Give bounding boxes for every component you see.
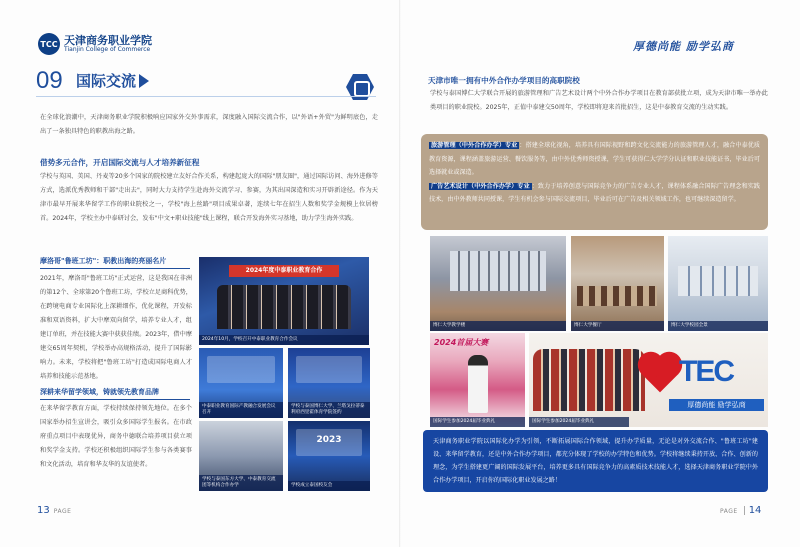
- photo-screen: [207, 356, 274, 383]
- photo-campus: [668, 236, 768, 331]
- heart-icon: [642, 356, 679, 393]
- page-fold: [399, 0, 401, 547]
- paragraph-luban-workshop: 2021年，摩洛哥"鲁班工坊"正式运营，这是我国在非洲的第12个、全球第20个鲁班工坊，学校立足商科优势，在跨境电商专业国际化上深耕细作，优化课程，开发标准和双语资料，扩大中摩双向留学，培养专业人才，组建订单班，并在技能大赛中获获佳绩。2023年，借中摩建交65周年契机，学校举办高规格活动，提升了国际影响力。未来，学校将把"鲁班工坊"打造成国际电商人才培养和技能示范基地。: [40, 275, 192, 380]
- program-tag: 广告艺术设计（中外合作办学）专业: [431, 182, 530, 190]
- heading-cooperation: 借势多元合作，开启国际交流与人才培养新征程: [40, 158, 200, 167]
- photo-caption: 博仁大学餐厅: [571, 321, 664, 331]
- page-number: 13: [37, 505, 50, 516]
- photo-caption: 博仁大学校园全景: [668, 321, 768, 331]
- photo-caption: 学校与泰国东方大学、中泰教育交流团等机构合作办学: [199, 475, 283, 491]
- program-tag: 旅游管理（中外合作办学）专业: [431, 142, 518, 149]
- program-advertising: [429, 180, 760, 207]
- photo-exchange: [199, 421, 283, 491]
- page-footer-right: [720, 505, 761, 516]
- photo-caption: 国际学生参加2024届毕业典礼: [529, 417, 629, 427]
- photo-people: [533, 349, 645, 411]
- photo-teaching-building: [430, 236, 566, 331]
- photo-caption: 国际学生参加2024届毕业典礼: [430, 417, 525, 427]
- page-label: PAGE: [53, 508, 72, 515]
- section-divider: [36, 96, 376, 97]
- footer-separator: [744, 506, 745, 515]
- play-arrow-icon: [139, 74, 149, 88]
- paragraph-joint-programs: 学校与泰国博仁大学联合开展的旅游管理和广告艺术设计两个中外合作办学项目在教育部获批立项，成为天津市唯一举办此类项目的职业院校。2025年，正值中泰建交50周年，学校即将迎来首批招生，这是中泰教育交流的生动实践。: [430, 90, 768, 111]
- heading-international-students: 深耕来华留学领域，铸就领先教育品牌: [40, 388, 159, 396]
- photo-forum: [199, 348, 283, 418]
- intro-paragraph: 在全球化浪潮中，天津商务职业学院积极响应国家外交外事需求，深度融入国际交流合作，以"外语+外贸"为鲜明底色，走出了一条独具特色的职教出海之路。: [40, 114, 378, 135]
- program-info-box: [421, 134, 768, 230]
- school-name-en: Tianjin College of Commerce: [64, 46, 151, 53]
- photo-screen: [296, 429, 362, 456]
- photo-caption: 2024年10月，学校召开中泰职业教育合作会议: [199, 335, 369, 345]
- summary-box: [423, 430, 768, 492]
- photo-banner: 2024年度中泰职业教育合作: [229, 265, 339, 277]
- heading-underline: [40, 399, 190, 400]
- photo-graduation-group: [529, 333, 768, 427]
- school-name-cn: 天津商务职业学院: [64, 34, 152, 47]
- summary-text: 天津商务职业学院以国际化办学为引领，不断拓展国际合作领域，提升办学质量，无论是对外交流合作、"鲁班工坊"建设、来华留学教育，还是中外合作办学项目，都充分体现了学校的办学特色和优势。学校将继续秉持开放、合作、创新的理念，为学生搭建更广阔的国际发展平台，培养更多具有国际竞争力的高素质技术技能人才，选择天津商务职业学院中外合作办学项目，开启你的国际化职业发展之路！: [433, 438, 758, 484]
- photo-caption: 学校成立泰国校友会: [288, 481, 370, 491]
- heading-luban-workshop: 摩洛哥"鲁班工坊"：职教出海的亮丽名片: [40, 257, 167, 265]
- heading-underline: [40, 268, 190, 269]
- photo-conference-group: [199, 257, 369, 345]
- school-logo: [38, 33, 60, 55]
- photo-motto-banner: 厚德尚能 励学弘商: [669, 399, 764, 411]
- photo-caption: 中泰职业教育国际产教融合发展会议召开: [199, 402, 283, 418]
- photo-graduation-stage: [430, 333, 525, 427]
- photo-caption: 博仁大学教学楼: [430, 321, 566, 331]
- photo-alumni: [288, 421, 370, 491]
- photo-figure: [468, 355, 488, 413]
- section-title: 国际交流: [76, 72, 137, 90]
- program-description: ：致力于培养创意与国际竞争力的广告专业人才，课程体系融合国际广告理念和实践技术，由中外教师共同授课，学生有机会参与国际交流项目，毕业后可在广告及相关领域工作，也可继续深造留学。: [429, 182, 761, 203]
- photo-year-badge: 2023: [316, 435, 342, 446]
- photo-caption: 学校与泰国博仁大学、兰塔戈拉蒂泰利府西里霍体育学院签约: [288, 402, 370, 418]
- page-footer-left: [37, 505, 71, 516]
- paragraph-cooperation: 学校与英国、美国、丹麦等20多个国家的院校建立友好合作关系，构建起庞大的国际"朋友圈"，通过国际访问、海外进修等方式，选派优秀教师和干部"走出去"，同时大力支持学生赴海外交流学习、参赛，为其出国深造和实习开辟新途径。作为天津市最早开展来华留学工作的职业院校之一，学校"海上丝路"项目成果卓著，连续七年在招生人数和奖学金规模上位居榜首。2024年，学校主办中泰研讨会，发布"中文+职业技能"线上课程，联合开发海外实习基地，助力学生海外实践。: [40, 173, 378, 222]
- school-logo-text: TCC: [40, 39, 58, 49]
- program-description: ：搭建全球化视角，培养具有国际视野和跨文化交流能力的旅游管理人才，融合中泰优质教育资源，课程涵盖旅游运营、餐饮服务等，由中外优秀师资授课，学生可获得仁大学学分认证和职业技能证书，毕业后可选择就业或深造。: [429, 142, 761, 176]
- photo-title-text: 2024首届大赛: [434, 338, 489, 347]
- photo-people: [217, 285, 351, 329]
- program-tourism: [429, 139, 760, 180]
- heading-joint-programs: 天津市唯一拥有中外合作办学项目的高职院校: [428, 76, 580, 85]
- school-motto: 厚德尚能 励学弘商: [633, 40, 734, 53]
- photo-screen: [296, 356, 362, 383]
- page-label: PAGE: [720, 508, 738, 515]
- tec-logo: TEC: [679, 355, 733, 388]
- photo-canteen: [571, 236, 664, 331]
- photo-signing: [288, 348, 370, 418]
- section-number: 09: [36, 67, 63, 94]
- section-title-box: [72, 70, 140, 92]
- page-number: 14: [748, 505, 762, 516]
- paragraph-international-students: 在来华留学教育方面，学校持续保持领先地位。在多个国家举办招生宣讲会，吸引众多国际学生报名。在市政府重点项目中表现优异，商务中德联合培养项目获立项和奖学金支持。学校还积极组织国际学生参与各类赛事和文化活动，培育和华友华的友谊使者。: [40, 405, 192, 468]
